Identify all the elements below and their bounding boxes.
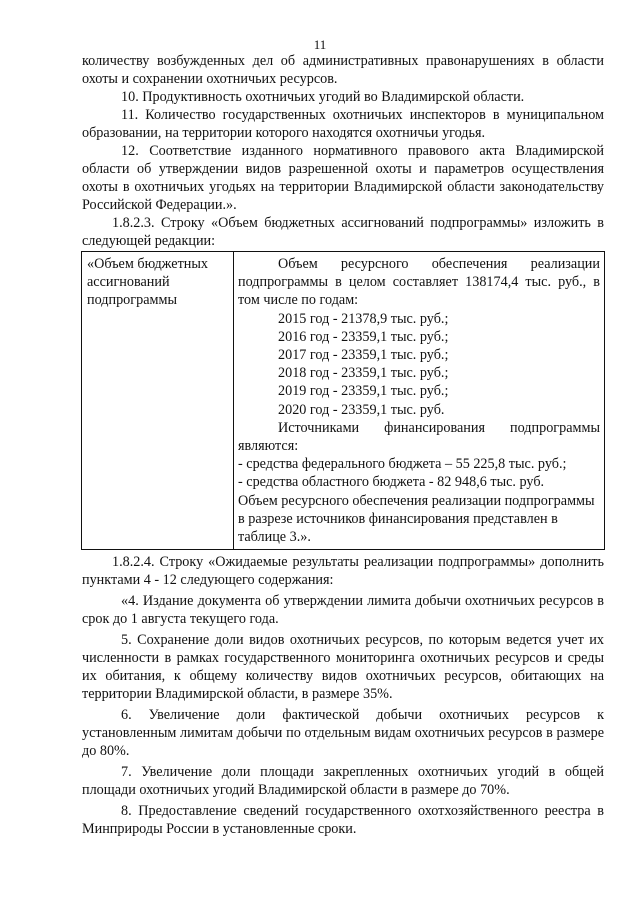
paragraph-item-11: 11. Количество государственных охотничьих инспекторов в муниципальном образовании, на территории которого находятся охотничьи угодья. <box>82 107 604 141</box>
paragraph-1-8-2-4: 1.8.2.4. Строку «Ожидаемые результаты реализации подпрограммы» дополнить пунктами 4 - 12 следующего содержания: <box>82 554 604 589</box>
paragraph-1-8-2-3: 1.8.2.3. Строку «Объем бюджетных ассигнований подпрограммы» изложить в следующей редакции: <box>82 215 604 249</box>
budget-table-wrap <box>82 251 604 550</box>
sources-heading: Источниками финансирования подпрограммы являются: <box>238 419 600 455</box>
funding-intro: Объем ресурсного обеспечения реализации подпрограммы в целом составляет 138174,4 тыс. руб., в том числе по годам: <box>238 256 600 309</box>
paragraph-continuation: количеству возбужденных дел об административных правонарушениях в области охоты и сохранении охотничьих ресурсов. <box>82 53 604 87</box>
table-row <box>82 252 605 550</box>
paragraph-result-8: 8. Предоставление сведений государственного охотхозяйственного реестра в Минприроды России в установленные сроки. <box>82 803 604 838</box>
table-right-cell <box>234 252 605 550</box>
federal-budget-line: - средства федерального бюджета – 55 225,8 тыс. руб.; <box>238 456 567 473</box>
page-number: 11 <box>313 37 327 52</box>
year-line: 2017 год - 23359,1 тыс. руб.; <box>278 347 449 364</box>
paragraph-result-6: 6. Увеличение доли фактической добычи охотничьих ресурсов к установленным лимитам добычи по отдельным видам охотничьих ресурсов в размере до 80%. <box>82 707 604 760</box>
paragraph-result-5: 5. Сохранение доли видов охотничьих ресурсов, по которым ведется учет их численности в рамках государственного мониторинга охотничьих ресурсов и среды их обитания, к общему количеству видов охотничьих ресурсов, обитающих на территории Владимирской области, в размере 35%. <box>82 632 604 703</box>
year-line: 2020 год - 23359,1 тыс. руб. <box>278 401 445 418</box>
year-line: 2015 год - 21378,9 тыс. руб.; <box>278 310 449 327</box>
regional-budget-line: - средства областного бюджета - 82 948,6 тыс. руб. <box>238 474 545 491</box>
funding-closing: Объем ресурсного обеспечения реализации подпрограммы в разрезе источников финансирования представлен в таблице 3.». <box>238 492 595 546</box>
paragraph-result-7: 7. Увеличение доли площади закрепленных охотничьих угодий в общей площади охотничьих угодий Владимирской области в размере до 70%. <box>82 764 604 799</box>
budget-table <box>81 251 605 550</box>
year-line: 2018 год - 23359,1 тыс. руб.; <box>278 365 449 382</box>
document-body <box>82 52 604 838</box>
year-line: 2019 год - 23359,1 тыс. руб.; <box>278 383 449 400</box>
paragraph-item-12: 12. Соответствие изданного нормативного правового акта Владимирской области об утверждении видов разрешенной охоты и параметров осуществления охоты в охотничьих угодьях на территории Владимирской области законодательству Российской Федерации.». <box>82 143 604 213</box>
paragraph-item-10: 10. Продуктивность охотничьих угодий во Владимирской области. <box>121 89 525 105</box>
table-left-cell: «Объем бюджетных ассигнований подпрограммы <box>82 252 234 550</box>
year-line: 2016 год - 23359,1 тыс. руб.; <box>278 328 449 345</box>
paragraph-result-4: «4. Издание документа об утверждении лимита добычи охотничьих ресурсов в срок до 1 августа текущего года. <box>82 593 604 628</box>
